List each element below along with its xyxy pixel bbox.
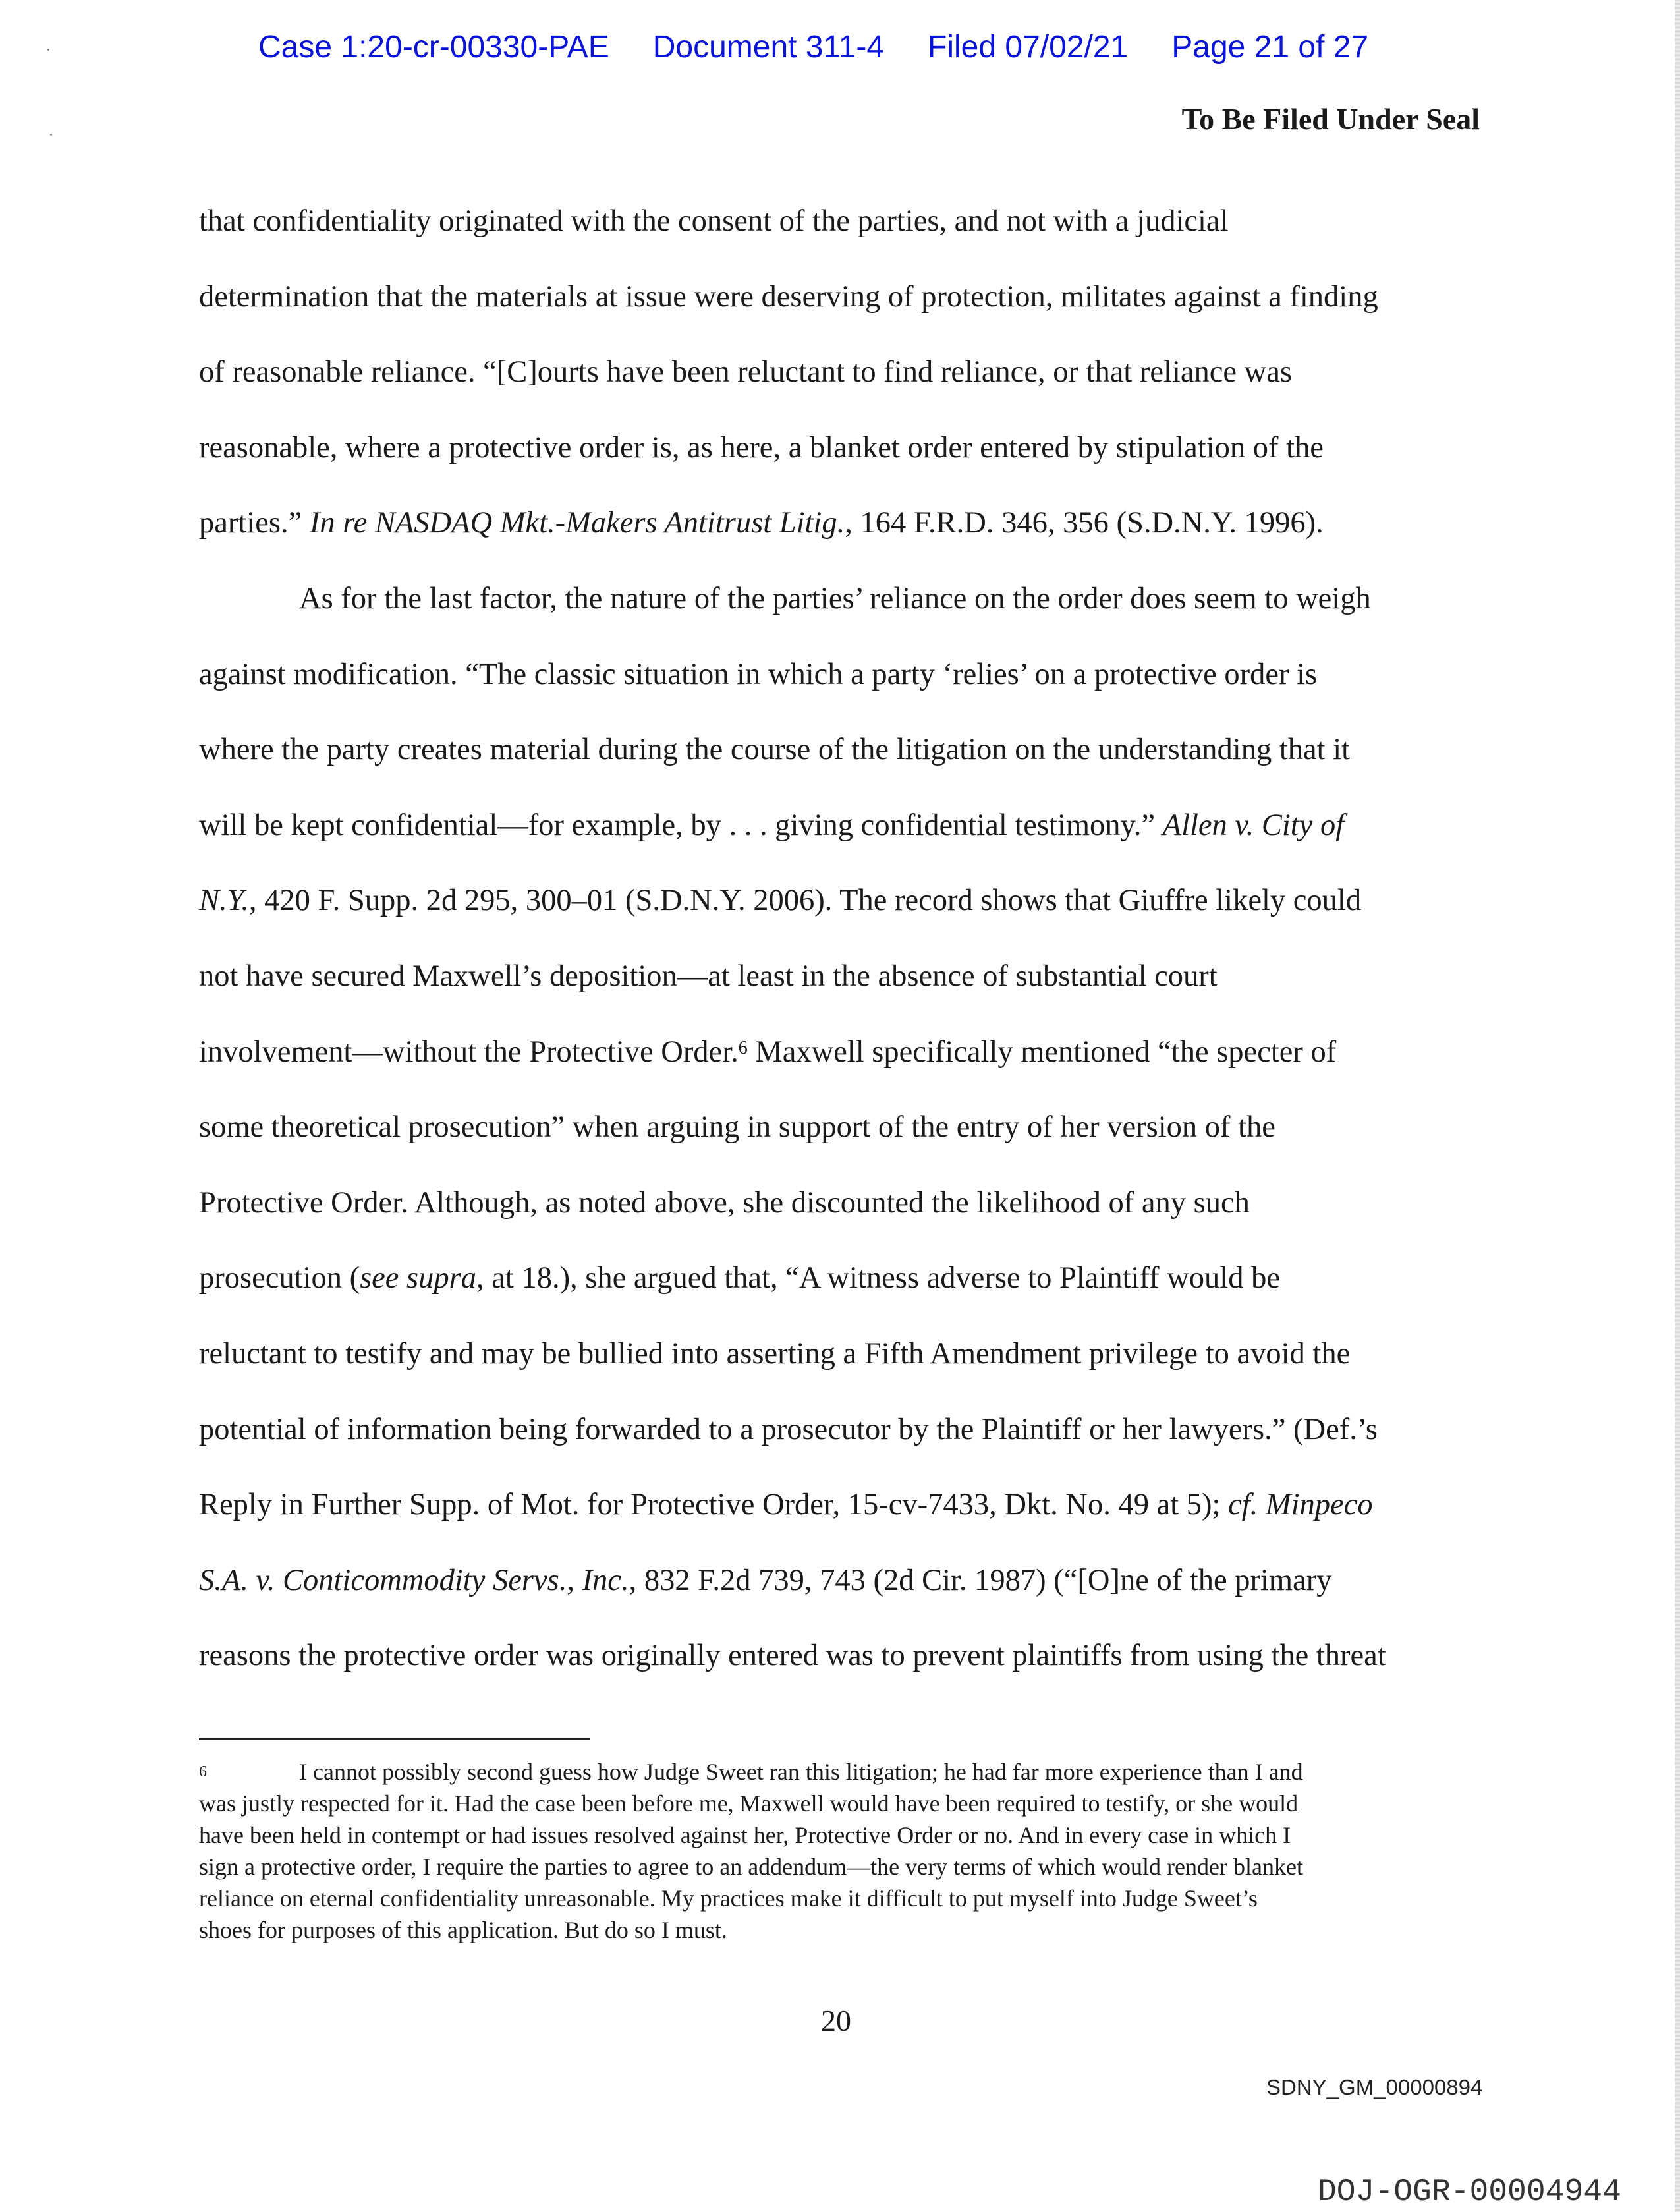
- text-run: involvement—without the Protective Order.: [199, 1035, 739, 1069]
- footnote-divider: [199, 1738, 590, 1740]
- body-line: [199, 651, 1480, 727]
- text-run: reasons the protective order was originally entered was to prevent plaintiffs from using the threat: [199, 1639, 1386, 1673]
- citation-italic: Allen v. City of: [1162, 808, 1345, 842]
- body-line: [199, 499, 1480, 575]
- seal-notice: To Be Filed Under Seal: [1181, 102, 1480, 136]
- footnote-text: have been held in contempt or had issues resolved against her, Protective Order or no. And in every case in which I: [199, 1822, 1291, 1848]
- text-run: Maxwell specifically mentioned “the specter of: [747, 1035, 1337, 1069]
- text-run: of reasonable reliance. “[C]ourts have been reluctant to find reliance, or that reliance was: [199, 355, 1292, 389]
- footnote-6: [199, 1756, 1477, 1946]
- text-run: not have secured Maxwell’s deposition—at least in the absence of substantial court: [199, 959, 1218, 993]
- text-run: reluctant to testify and may be bullied into asserting a Fifth Amendment privilege to avoid the: [199, 1336, 1351, 1371]
- scan-speck: [47, 49, 49, 51]
- text-run: that confidentiality originated with the consent of the parties, and not with a judicial: [199, 204, 1229, 238]
- text-run: As for the last factor, the nature of the parties’ reliance on the order does seem to weigh: [299, 581, 1371, 615]
- document-number: Document 311-4: [652, 30, 885, 65]
- text-run: determination that the materials at issue were deserving of protection, militates against a finding: [199, 279, 1378, 314]
- citation-italic: N.Y.: [199, 884, 249, 918]
- body-line: [199, 1255, 1480, 1330]
- scan-edge: [1675, 0, 1680, 2212]
- body-line: [199, 349, 1480, 424]
- text-run: will be kept confidential—for example, by . . . giving confidential testimony.”: [199, 808, 1163, 842]
- footnote-line: [199, 1819, 1477, 1851]
- body-line: [199, 1557, 1480, 1633]
- body-line: [199, 1406, 1480, 1482]
- text-run: some theoretical prosecution” when arguing in support of the entry of her version of the: [199, 1110, 1275, 1145]
- body-line: [199, 1029, 1480, 1104]
- text-run: Reply in Further Supp. of Mot. for Protective Order, 15-cv-7433, Dkt. No. 49 at 5);: [199, 1488, 1229, 1522]
- footnote-text: was justly respected for it. Had the case been before me, Maxwell would have been required to testify, or she would: [199, 1790, 1299, 1817]
- body-line: [199, 273, 1480, 349]
- body-line: [199, 575, 1480, 651]
- body-line: [199, 877, 1480, 953]
- text-run: , at 18.), she argued that, “A witness adverse to Plaintiff would be: [476, 1261, 1280, 1295]
- page-count: Page 21 of 27: [1171, 30, 1369, 65]
- footnote-text: reliance on eternal confidentiality unreasonable. My practices make it difficult to put myself into Judge Sweet’s: [199, 1885, 1258, 1912]
- body-line: [199, 802, 1480, 878]
- text-run: where the party creates material during the course of the litigation on the understanding that it: [199, 733, 1351, 767]
- text-run: potential of information being forwarded to a prosecutor by the Plaintiff or her lawyers.” (Def.’s: [199, 1412, 1378, 1446]
- citation-italic: see supra: [360, 1261, 477, 1295]
- footnote-line: [199, 1788, 1477, 1819]
- text-run: , 832 F.2d 739, 743 (2d Cir. 1987) (“[O]ne of the primary: [629, 1563, 1332, 1597]
- body-line: [199, 953, 1480, 1029]
- body-line: [199, 726, 1480, 802]
- text-run: against modification. “The classic situation in which a party ‘relies’ on a protective order is: [199, 657, 1318, 691]
- page-number: 20: [821, 2004, 851, 2037]
- footnote-line: [199, 1914, 1477, 1946]
- body-line: [199, 424, 1480, 500]
- footnote-line: [199, 1756, 1477, 1788]
- body-line: [199, 1179, 1480, 1255]
- text-run: reasonable, where a protective order is, as here, a blanket order entered by stipulation of the: [199, 430, 1324, 465]
- body-line: [199, 1104, 1480, 1179]
- text-run: prosecution (: [199, 1261, 360, 1295]
- body-text: [199, 198, 1480, 1708]
- ecf-header-stamp: [258, 29, 1368, 65]
- footnote-ref: 6: [738, 1037, 748, 1058]
- scan-speck: [50, 134, 52, 136]
- text-run: parties.”: [199, 506, 310, 540]
- citation-italic: cf. Minpeco: [1228, 1488, 1373, 1522]
- citation-italic: In re NASDAQ Mkt.-Makers Antitrust Litig.: [309, 506, 845, 540]
- footnote-line: [199, 1883, 1477, 1914]
- footnote-text: shoes for purposes of this application. But do so I must.: [199, 1917, 727, 1943]
- bates-sdny: SDNY_GM_00000894: [1266, 2075, 1483, 2099]
- bates-doj: DOJ-OGR-00004944: [1318, 2174, 1621, 2210]
- body-line: [199, 1330, 1480, 1406]
- citation-italic: S.A. v. Conticommodity Servs., Inc.: [199, 1563, 629, 1597]
- body-line: [199, 1632, 1480, 1708]
- filed-date: Filed 07/02/21: [928, 30, 1129, 65]
- text-run: , 420 F. Supp. 2d 295, 300–01 (S.D.N.Y. 2006). The record shows that Giuffre likely could: [248, 884, 1362, 918]
- footnote-line: [199, 1851, 1477, 1883]
- body-line: [199, 198, 1480, 273]
- footnote-text: sign a protective order, I require the parties to agree to an addendum—the very terms of which would render blanket: [199, 1854, 1303, 1880]
- footnote-text: I cannot possibly second guess how Judge Sweet ran this litigation; he had far more experience than I and: [299, 1759, 1303, 1785]
- text-run: , 164 F.R.D. 346, 356 (S.D.N.Y. 1996).: [845, 506, 1324, 540]
- body-line: [199, 1481, 1480, 1557]
- footnote-number: 6: [199, 1763, 207, 1780]
- text-run: Protective Order. Although, as noted above, she discounted the likelihood of any such: [199, 1185, 1250, 1220]
- case-number: Case 1:20-cr-00330-PAE: [258, 30, 609, 65]
